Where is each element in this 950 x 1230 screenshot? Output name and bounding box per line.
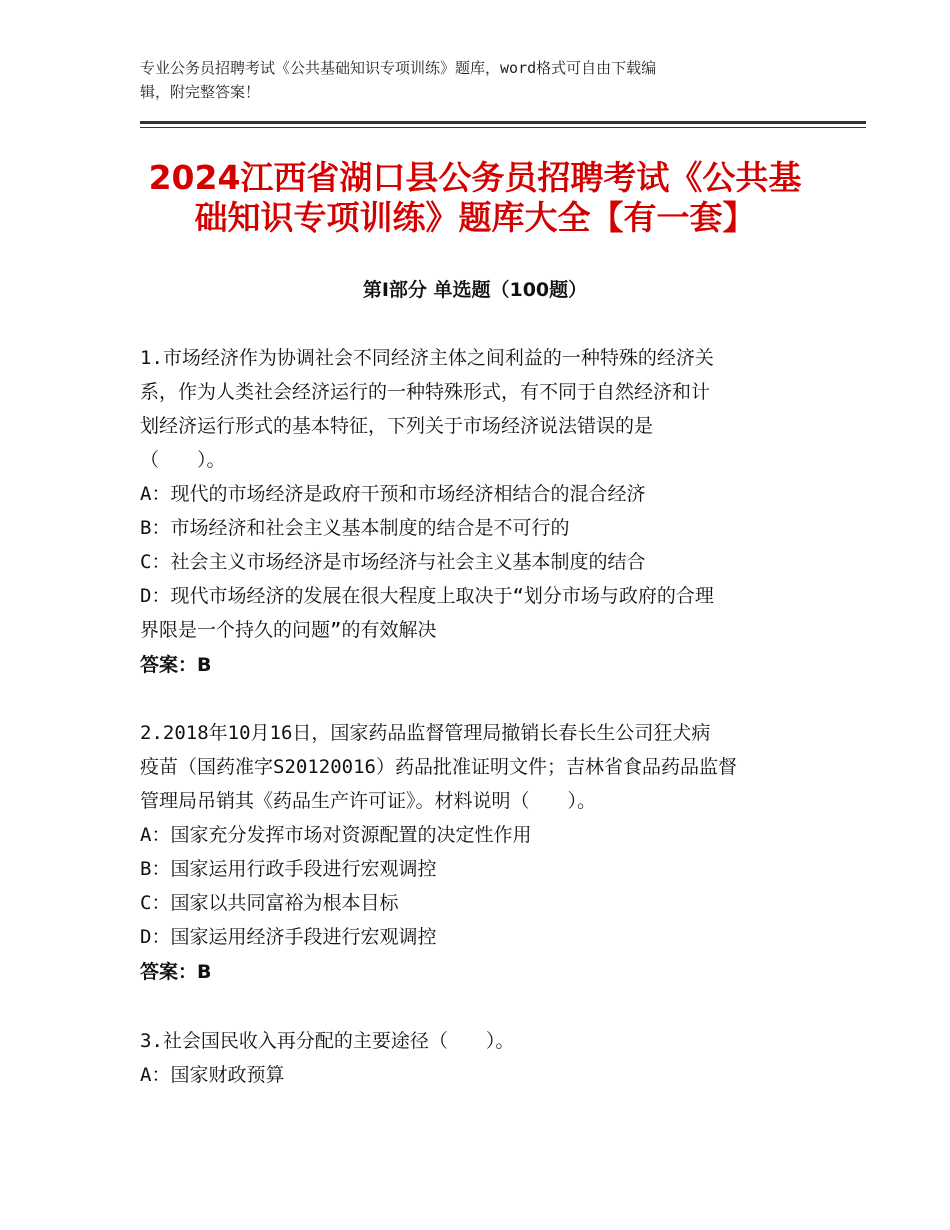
question-2-option-b: B：国家运用行政手段进行宏观调控 — [140, 858, 437, 880]
header-note-line-1: 专业公务员招聘考试《公共基础知识专项训练》题库，word格式可自由下载编 — [140, 59, 657, 77]
document-header-note — [140, 56, 810, 104]
question-1-stem-line-3: 划经济运行形式的基本特征，下列关于市场经济说法错误的是 — [140, 415, 654, 437]
question-1-stem-line-2: 系，作为人类社会经济运行的一种特殊形式，有不同于自然经济和计 — [140, 381, 711, 403]
section-heading: 第Ⅰ部分 单选题（100题） — [362, 279, 588, 301]
header-divider-thin — [140, 127, 866, 128]
header-note-line-2: 辑，附完整答案！ — [140, 83, 261, 101]
question-1-option-c: C：社会主义市场经济是市场经济与社会主义基本制度的结合 — [140, 551, 646, 573]
document-title — [130, 158, 820, 238]
title-line-2: 础知识专项训练》题库大全【有一套】 — [194, 198, 756, 237]
question-2-stem-line-3: 管理局吊销其《药品生产许可证》。材料说明（ ）。 — [140, 790, 597, 812]
question-2-answer: 答案：B — [140, 961, 212, 983]
question-1-option-d-line-1: D：现代市场经济的发展在很大程度上取决于“划分市场与政府的合理 — [140, 585, 714, 607]
question-2-option-a: A：国家充分发挥市场对资源配置的决定性作用 — [140, 824, 532, 846]
question-2-option-d: D：国家运用经济手段进行宏观调控 — [140, 926, 437, 948]
question-2-option-c: C：国家以共同富裕为根本目标 — [140, 892, 399, 914]
header-divider-thick — [140, 121, 866, 124]
title-line-1: 2024江西省湖口县公务员招聘考试《公共基 — [148, 158, 802, 197]
question-1-answer: 答案：B — [140, 654, 212, 676]
question-2-stem-line-2: 疫苗（国药准字S20120016）药品批准证明文件；吉林省食品药品监督 — [140, 756, 737, 778]
question-1-stem-line-1: 1.市场经济作为协调社会不同经济主体之间利益的一种特殊的经济关 — [140, 347, 714, 369]
question-1-option-b: B：市场经济和社会主义基本制度的结合是不可行的 — [140, 517, 570, 539]
question-2-stem-line-1: 2.2018年10月16日，国家药品监督管理局撤销长春长生公司狂犬病 — [140, 722, 711, 744]
question-1-option-d-line-2: 界限是一个持久的问题”的有效解决 — [140, 619, 437, 641]
question-1-option-a: A：现代的市场经济是政府干预和市场经济相结合的混合经济 — [140, 483, 646, 505]
question-3-stem-line-1: 3.社会国民收入再分配的主要途径（ ）。 — [140, 1030, 515, 1052]
question-1-stem-line-4: （ ）。 — [140, 449, 226, 471]
question-3-option-a: A：国家财政预算 — [140, 1064, 285, 1086]
